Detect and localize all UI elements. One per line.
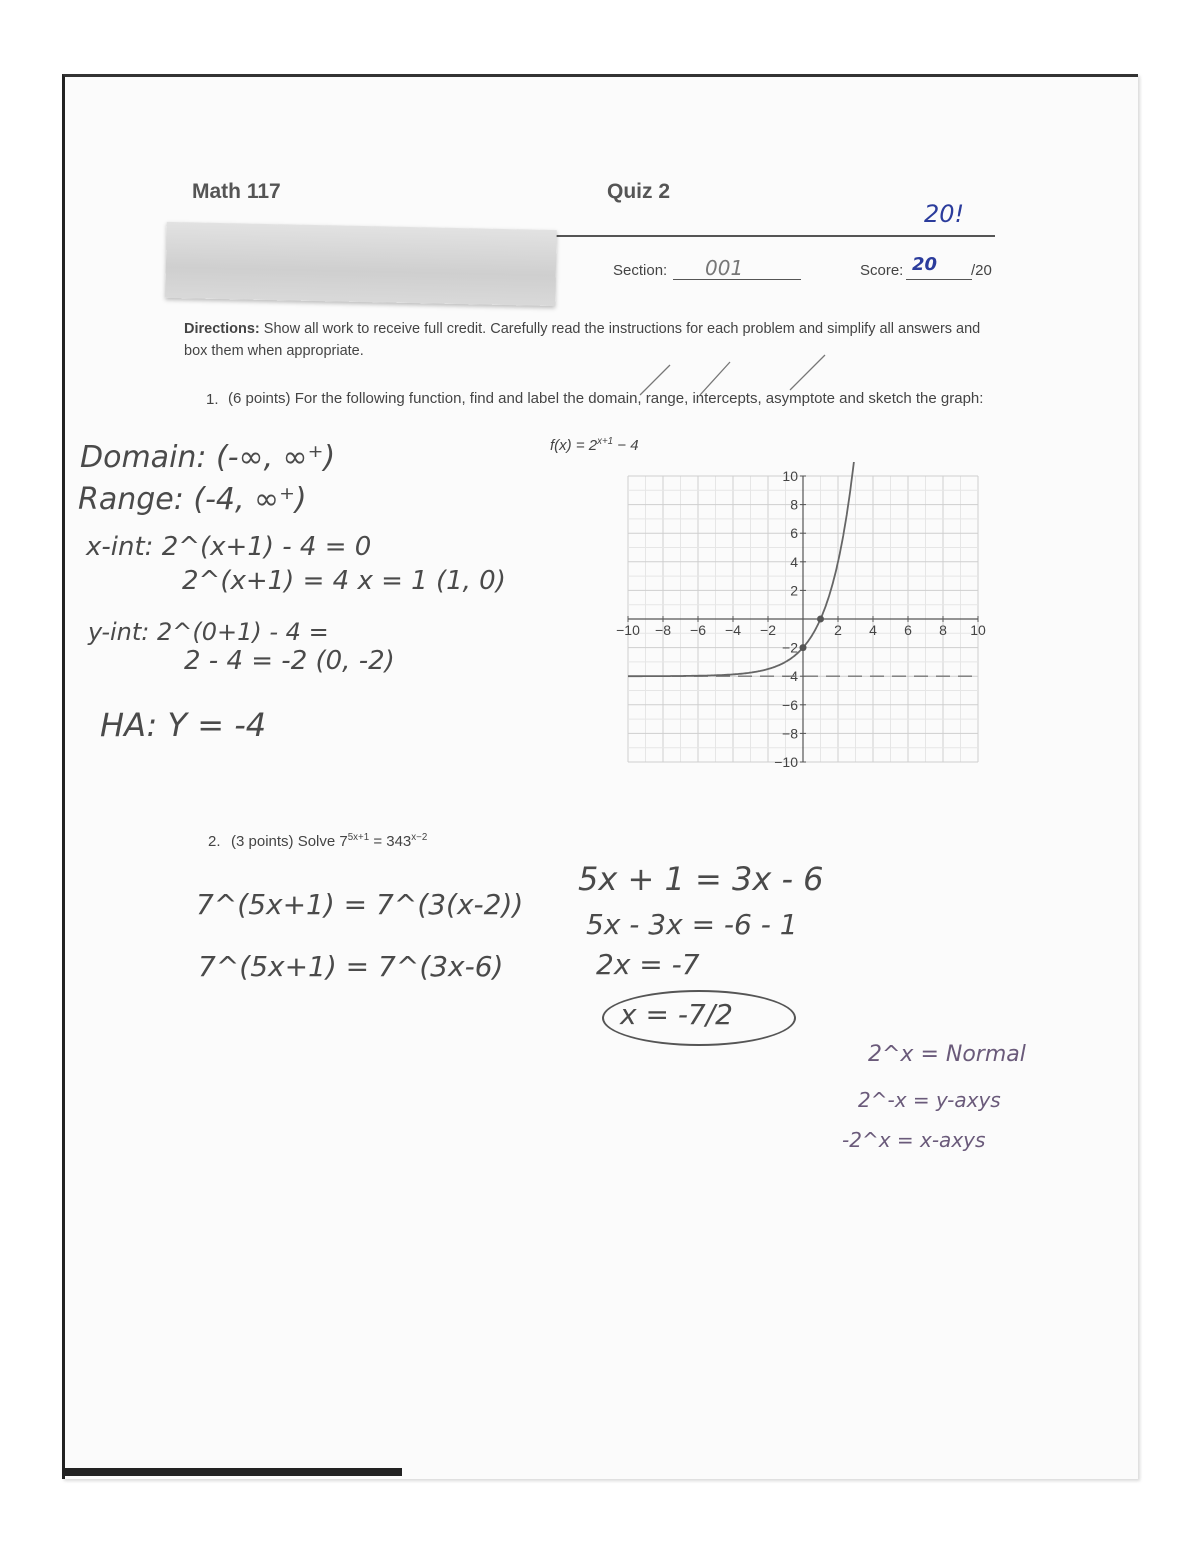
work-yint-1: y-int: 2^(0+1) - 4 = bbox=[88, 618, 329, 646]
problem1-prompt: (6 points) For the following function, find and label the domain, range, intercepts, asymptote and sketch the graph: bbox=[228, 390, 984, 407]
y-tick-label: 8 bbox=[790, 496, 798, 513]
y-tick-label: −2 bbox=[782, 639, 798, 656]
y-tick-label: 4 bbox=[790, 553, 798, 570]
notes-2: 2^-x = y-axys bbox=[858, 1088, 1001, 1112]
section-value: 001 bbox=[705, 256, 744, 280]
y-tick-label: −4 bbox=[782, 668, 798, 685]
notes-1: 2^x = Normal bbox=[868, 1042, 1026, 1067]
x-tick-label: 8 bbox=[939, 622, 947, 638]
function-graph bbox=[610, 462, 990, 772]
y-tick-label: −6 bbox=[782, 696, 798, 713]
problem1-number: 1. bbox=[206, 391, 219, 408]
header-rule bbox=[555, 235, 995, 237]
x-tick-label: −6 bbox=[690, 622, 706, 638]
problem2-number: 2. bbox=[208, 833, 221, 850]
score-label: Score: bbox=[860, 262, 904, 279]
work2-right-3: 2x = -7 bbox=[596, 948, 700, 981]
work-ha: HA: Y = -4 bbox=[100, 706, 267, 744]
directions-text: Show all work to receive full credit. Carefully read the instructions for each problem and simplify all answers and box them when appropriate. bbox=[184, 321, 981, 359]
y-tick-label: −8 bbox=[782, 725, 798, 742]
y-tick-label: 10 bbox=[782, 468, 798, 484]
intercept-point bbox=[800, 644, 807, 651]
work-xint-1: x-int: 2^(x+1) - 4 = 0 bbox=[86, 532, 372, 562]
work2-left-2: 7^(5x+1) = 7^(3x-6) bbox=[198, 950, 504, 983]
y-tick-label: 6 bbox=[790, 525, 798, 542]
sheet-edge bbox=[62, 1468, 402, 1476]
x-tick-label: −10 bbox=[616, 622, 640, 638]
directions bbox=[184, 318, 998, 362]
y-tick-label: −10 bbox=[774, 754, 798, 770]
intercept-point bbox=[817, 616, 824, 623]
problem1-function: $f(x) = 2^{x+1} - 4$ bbox=[550, 436, 639, 454]
directions-label: Directions: bbox=[184, 321, 260, 337]
work-domain: Domain: (-∞, ∞⁺) bbox=[80, 440, 336, 475]
x-tick-label: 2 bbox=[834, 622, 842, 638]
score-total: /20 bbox=[971, 262, 992, 279]
x-tick-label: 10 bbox=[970, 622, 986, 638]
x-tick-label: −8 bbox=[655, 622, 671, 638]
score-underline bbox=[906, 279, 972, 280]
course-title: Math 117 bbox=[192, 180, 281, 203]
quiz-title: Quiz 2 bbox=[607, 180, 671, 203]
score-comment: 20! bbox=[924, 200, 965, 228]
y-tick-label: 2 bbox=[790, 582, 798, 599]
check-marks bbox=[630, 350, 850, 410]
x-tick-label: 6 bbox=[904, 622, 912, 638]
x-tick-label: −4 bbox=[725, 622, 741, 638]
work2-right-1: 5x + 1 = 3x - 6 bbox=[578, 860, 824, 898]
x-tick-label: −2 bbox=[760, 622, 776, 638]
work-xint-2: 2^(x+1) = 4 x = 1 (1, 0) bbox=[182, 566, 506, 596]
work2-left-1: 7^(5x+1) = 7^(3(x-2)) bbox=[196, 888, 524, 921]
work2-right-2: 5x - 3x = -6 - 1 bbox=[586, 908, 798, 941]
x-tick-label: 4 bbox=[869, 622, 877, 638]
work-yint-2: 2 - 4 = -2 (0, -2) bbox=[184, 646, 395, 676]
section-label: Section: bbox=[613, 262, 668, 279]
work-range: Range: (-4, ∞⁺) bbox=[78, 482, 307, 517]
problem2-prompt: (3 points) Solve $7^{5x+1} = 343^{x-2}$ bbox=[231, 832, 428, 850]
notes-3: -2^x = x-axys bbox=[842, 1128, 986, 1152]
redaction-tape bbox=[165, 222, 557, 306]
score-value: 20 bbox=[912, 254, 938, 275]
work2-answer: x = -7/2 bbox=[620, 998, 733, 1031]
